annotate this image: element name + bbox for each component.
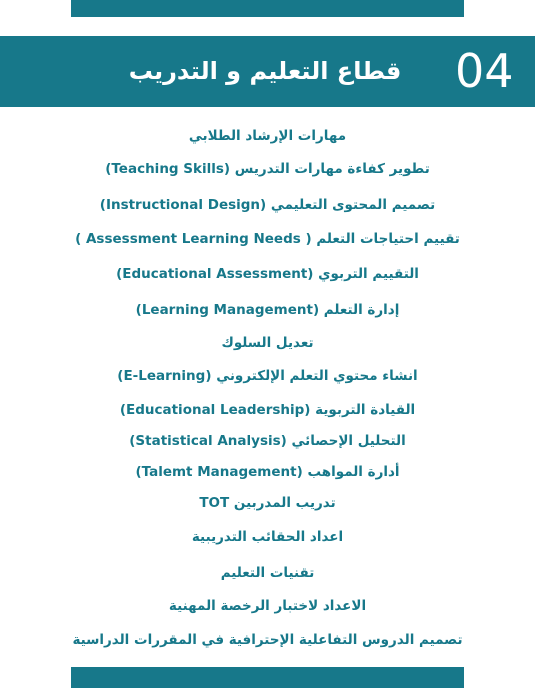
bottom-decorative-bar (71, 667, 464, 688)
course-item-3: تصميم المحتوى التعليمي (Instructional Design) (99, 197, 436, 213)
course-item-10: التحليل الإحصائي (Statistical Analysis) (129, 433, 406, 449)
course-item-15: الاعداد لاختبار الرخصة المهنية (168, 598, 367, 614)
course-item-5: التقييم التربوي (Educational Assessment) (116, 266, 419, 282)
course-item-1: مهارات الإرشاد الطلابي (188, 128, 347, 144)
top-decorative-bar (71, 0, 464, 17)
course-item-6: إدارة التعلم (Learning Management) (135, 302, 400, 318)
course-item-13: اعداد الحقائب التدريبية (191, 529, 344, 545)
section-header (0, 36, 535, 107)
course-item-11: أدارة المواهب (Talemt Management) (135, 464, 400, 480)
course-item-7: تعديل السلوك (221, 335, 314, 351)
course-item-2: تطوير كفاءة مهارات التدريس (Teaching Skills) (105, 161, 430, 177)
section-number: 04 (455, 44, 514, 98)
section-title: قطاع التعليم و التدريب (128, 57, 402, 85)
course-item-8: انشاء محتوي التعلم الإلكتروني (E-Learning) (117, 368, 418, 384)
course-item-4: تقييم احتياجات التعلم ( Assessment Learning Needs ) (75, 231, 460, 247)
course-item-9: القيادة التربوية (Educational Leadership) (119, 402, 416, 418)
course-item-16: تصميم الدروس التفاعلية الإحترافية في المقررات الدراسية (72, 632, 463, 648)
course-item-14: تقنيات التعليم (220, 565, 315, 581)
course-item-12: تدريب المدربين TOT (199, 495, 336, 511)
